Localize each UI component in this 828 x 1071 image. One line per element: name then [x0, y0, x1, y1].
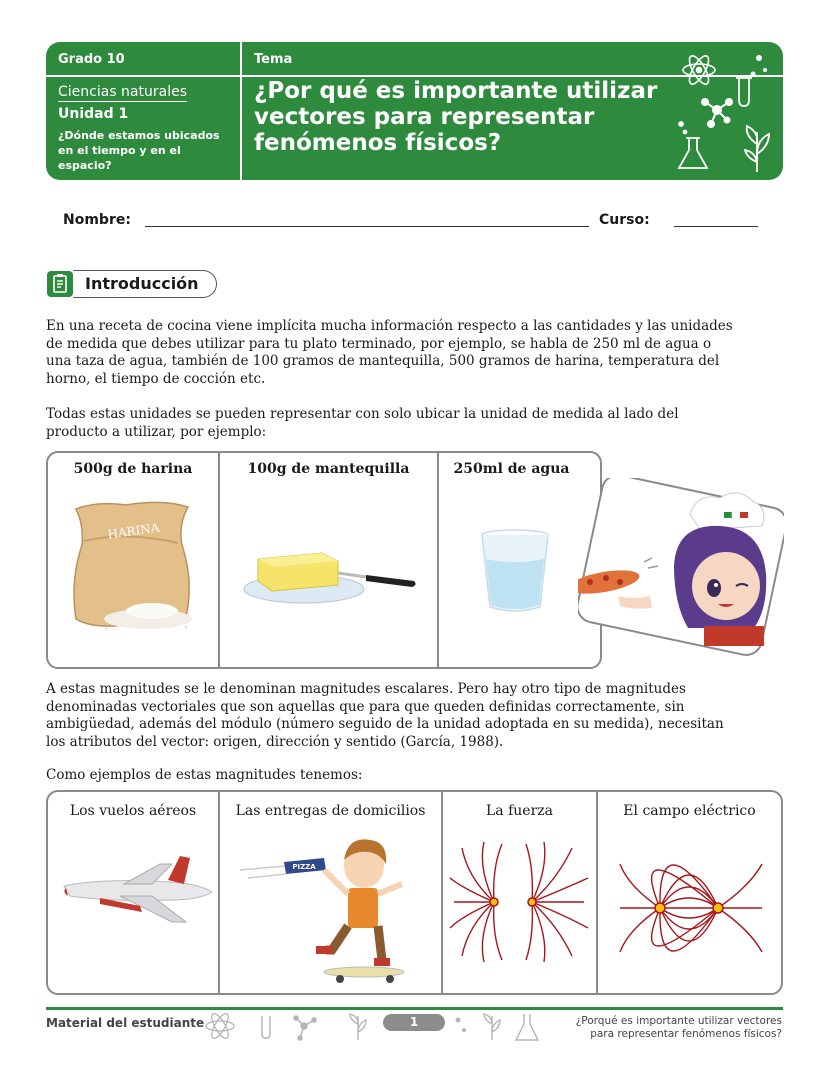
intro-heading-pill — [73, 270, 217, 298]
text-line: denominadas vectoriales que son aquellas que para que queden definidas correctamente, sin — [46, 698, 685, 715]
footer-right-line2: para representar fenómenos físicos? — [590, 1028, 782, 1040]
cell-divider — [437, 453, 439, 667]
course-field[interactable] — [674, 226, 758, 227]
vector-examples-box — [46, 790, 783, 995]
intro-paragraph-4: Como ejemplos de estas magnitudes tenemos: — [46, 767, 363, 783]
water-glass-image — [478, 529, 552, 615]
course-label: Curso: — [599, 212, 650, 228]
cell-divider — [441, 792, 443, 993]
intro-paragraph-2 — [46, 406, 786, 441]
example-caption-electric-field: El campo eléctrico — [623, 803, 756, 819]
text-line: producto a utilizar, por ejemplo: — [46, 423, 267, 440]
page-number: 1 — [383, 1014, 445, 1031]
unit-question — [58, 128, 238, 173]
text-line: una taza de agua, también de 100 gramos de mantequilla, 500 gramos de harina, temperatura del — [46, 353, 720, 369]
example-caption-flights: Los vuelos aéreos — [69, 803, 197, 819]
molecule-icon — [702, 99, 732, 127]
page-title-line2: vectores para representar — [254, 104, 595, 130]
force-field-image — [448, 838, 590, 986]
sack-label: HARINA — [106, 520, 161, 542]
unit-question-line1: ¿Dónde estamos ubicados — [58, 129, 220, 142]
test-tube-icon — [262, 1016, 270, 1038]
molecule-icon — [294, 1016, 316, 1040]
leaf-icon — [484, 1014, 500, 1040]
notepad-icon — [47, 271, 73, 297]
footer-right-label — [542, 1015, 782, 1041]
dots-icon — [751, 55, 768, 77]
leaf-icon — [745, 126, 769, 172]
theme-label: Tema — [254, 52, 293, 67]
text-line: En una receta de cocina viene implícita mucha información respecto a las cantidades y las unidades — [46, 318, 733, 334]
text-line: A estas magnitudes se le denominan magnitudes escalares. Pero hay otro tipo de magnitudes — [46, 681, 686, 697]
page-title-line1: ¿Por qué es importante utilizar — [254, 78, 658, 104]
subject-label: Ciencias naturales — [58, 84, 188, 100]
flour-sack-image — [66, 501, 200, 637]
text-line: los atributos del vector: origen, dirección y sentido (García, 1988). — [46, 733, 504, 750]
grade-label: Grado 10 — [58, 52, 125, 67]
name-field[interactable] — [145, 226, 589, 227]
cell-divider — [218, 792, 220, 993]
ingredient-caption-butter: 100g de mantequilla — [247, 461, 410, 477]
unit-label: Unidad 1 — [58, 106, 129, 122]
text-line: ambigüedad, además del módulo (número seguido de la unidad adoptada en su medida), necesitan — [46, 716, 724, 732]
intro-paragraph-1 — [46, 318, 786, 388]
pizza-box-label: PIZZA — [292, 863, 316, 871]
cell-divider — [218, 453, 220, 667]
example-caption-force: La fuerza — [486, 803, 553, 819]
butter-image — [242, 539, 422, 609]
intro-heading-text: Introducción — [85, 274, 199, 293]
text-line: horno, el tiempo de cocción etc. — [46, 370, 266, 387]
flask-icon — [516, 1014, 538, 1040]
chef-girl-illustration — [578, 478, 784, 656]
ingredient-caption-flour: 500g de harina — [73, 461, 193, 477]
header-banner — [46, 42, 783, 180]
footer-icons — [200, 1010, 550, 1044]
text-line: Todas estas unidades se pueden representar con solo ubicar la unidad de medida al lado del — [46, 406, 679, 422]
name-course-row — [63, 212, 763, 232]
pizza-delivery-image — [240, 832, 430, 986]
page-title — [254, 78, 674, 156]
intro-paragraph-3 — [46, 681, 786, 751]
airplane-image — [60, 856, 216, 932]
text-line: de medida que debes utilizar para tu plato terminado, por ejemplo, se habla de 250 ml de agua o — [46, 335, 712, 352]
test-tube-icon — [736, 78, 752, 106]
banner-divider — [240, 42, 242, 180]
footer-right-line1: ¿Porqué es importante utilizar vectores — [575, 1015, 782, 1027]
unit-question-line2: en el tiempo y en el espacio? — [58, 144, 181, 172]
name-label: Nombre: — [63, 212, 131, 228]
footer-left-label: Material del estudiante — [46, 1016, 205, 1030]
dots-icon — [456, 1018, 467, 1033]
electric-field-image — [618, 836, 764, 986]
ingredient-caption-water: 250ml de agua — [453, 461, 570, 477]
flask-icon — [679, 122, 707, 168]
atom-icon — [683, 53, 715, 87]
cell-divider — [596, 792, 598, 993]
banner-rule-left — [46, 75, 240, 77]
leaf-icon — [350, 1014, 366, 1040]
science-icons — [677, 48, 773, 174]
page-title-line3: fenómenos físicos? — [254, 130, 502, 156]
example-caption-deliveries: Las entregas de domicilios — [235, 803, 426, 819]
atom-icon — [206, 1011, 234, 1040]
ingredients-box — [46, 451, 602, 669]
